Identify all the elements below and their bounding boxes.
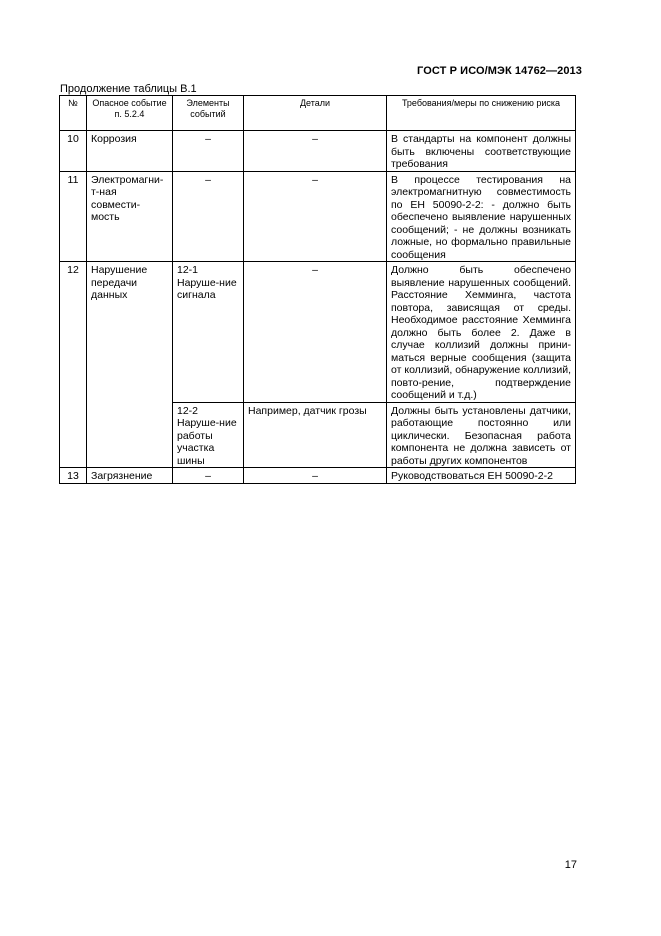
row-number: 12 — [60, 262, 87, 468]
row-element: – — [173, 468, 244, 484]
row-number: 11 — [60, 171, 87, 262]
row-event: Загрязнение — [87, 468, 173, 484]
page-number: 17 — [564, 859, 577, 871]
col-header-number: № — [60, 96, 87, 131]
row-details: – — [244, 131, 387, 172]
row-element: 12-1 Наруше-ние сигнала — [173, 262, 244, 403]
row-requirements: В процессе тестирования на электромагнитную совместимость по ЕН 50090-2-2: - должно быть обеспечено выявление нарушенных сообщений; - не должны возникать ложные, но формально правильные сообщения — [387, 171, 576, 262]
row-requirements: Должны быть установлены датчики, работающие постоянно или циклически. Безопасная работа компонента не должна зависеть от работы других компонентов — [387, 402, 576, 468]
col-header-requirements: Требования/меры по снижению риска — [387, 96, 576, 131]
row-details: – — [244, 468, 387, 484]
row-requirements: В стандарты на компонент должны быть включены соответствующие требования — [387, 131, 576, 172]
row-element: – — [173, 131, 244, 172]
row-event: Нарушение передачи данных — [87, 262, 173, 468]
row-element: 12-2 Наруше-ние работы участка шины — [173, 402, 244, 468]
row-event: Электромагнит-ная совмести-мость — [87, 171, 173, 262]
row-number: 13 — [60, 468, 87, 484]
row-details: – — [244, 262, 387, 403]
table-row — [60, 171, 576, 262]
table-caption: Продолжение таблицы В.1 — [60, 83, 197, 95]
row-number: 10 — [60, 131, 87, 172]
col-header-details: Детали — [244, 96, 387, 131]
document-code: ГОСТ Р ИСО/МЭК 14762—2013 — [417, 65, 582, 77]
requirements-table — [59, 95, 576, 484]
row-element: – — [173, 171, 244, 262]
col-header-elements: Элементы событий — [173, 96, 244, 131]
col-header-event: Опасное событие п. 5.2.4 — [87, 96, 173, 131]
table-row — [60, 262, 576, 403]
row-details: – — [244, 171, 387, 262]
row-details: Например, датчик грозы — [244, 402, 387, 468]
table-header-row — [60, 96, 576, 131]
table-row — [60, 131, 576, 172]
table-row — [60, 468, 576, 484]
row-requirements: Должно быть обеспечено выявление нарушенных сообщений. Расстояние Хемминга, частота повтора, зависящая от среды. Необходимое расстояние Хемминга должно быть более 2. Даже в случае коллизий должны прини-маться верные сообщения (защита от коллизий, обнаружение коллизий, повто-рение, подтверждение сообщений и т.д.) — [387, 262, 576, 403]
row-event: Коррозия — [87, 131, 173, 172]
row-requirements: Руководствоваться ЕН 50090-2-2 — [387, 468, 576, 484]
